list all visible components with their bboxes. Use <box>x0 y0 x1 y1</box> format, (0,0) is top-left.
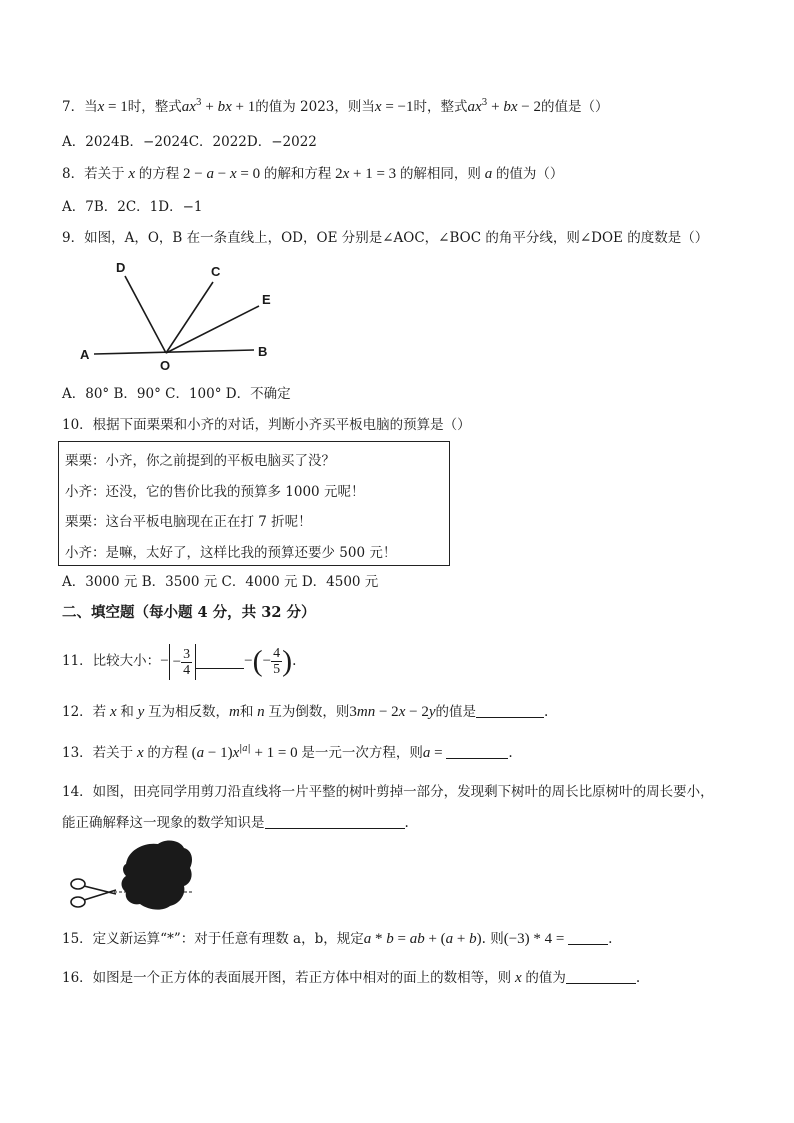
label-d: D <box>116 260 126 275</box>
q8-text-4: 的值为（） <box>495 166 564 182</box>
scissors-icon <box>71 879 116 907</box>
q7-text-4: 的值是（） <box>541 99 609 115</box>
dialog-line: 小齐：是嘛，太好了，这样比我的预算还要少 500 元！ <box>65 545 397 561</box>
q11-number: 11．比较大小： <box>62 653 161 669</box>
q16-text-1: 的值为 <box>525 970 566 986</box>
answer-blank[interactable] <box>265 814 405 829</box>
answer-blank[interactable] <box>196 654 244 669</box>
dialog-line: 栗栗：这台平板电脑现在正在打 7 折呢！ <box>65 514 312 530</box>
question-14-line-2 <box>62 813 409 833</box>
q12-end: . <box>544 704 549 720</box>
question-7: 7．当x = 1时，整式$ax^3$ + bx + 1的值为 2023，则当x = −1时，整式$ax^3$ + bx − 2的值是（） <box>62 98 609 115</box>
question-10: 10．根据下面栗栗和小齐的对话，判断小齐买平板电脑的预算是（） <box>62 417 471 433</box>
q8-number: 8．若关于 <box>62 166 125 182</box>
question-14-line-1: 14．如图，田亮同学用剪刀沿直线将一片平整的树叶剪掉一部分，发现剩下树叶的周长比原树叶的周长要小， <box>62 784 714 800</box>
q10-options: A．3000 元 B．3500 元 C．4000 元 D．4500 元 <box>62 574 379 590</box>
q15-end: . <box>608 931 613 947</box>
q14-leaf-scissors-figure <box>66 836 200 914</box>
q7-options: A．2024B．−2024C．2022D．−2022 <box>62 134 317 150</box>
q8-text-3: 的解相同，则 <box>399 166 481 182</box>
answer-blank[interactable] <box>566 969 636 984</box>
q7-text-3: 时，整式 <box>413 99 468 115</box>
q12-text-1: 和 <box>120 704 134 720</box>
ray-od <box>125 276 166 353</box>
question-8: 8．若关于 x 的方程 2 − a − x = 0 的解和方程 2x + 1 = 3 的解相同，则 a 的值为（） <box>62 166 564 182</box>
q12-text-3: 和 <box>239 704 254 720</box>
q12-text-2: 互为相反数， <box>148 704 230 720</box>
q16-end: . <box>635 970 641 986</box>
q12-number: 12．若 <box>62 704 107 720</box>
q9-options: A．80° B．90° C．100° D．不确定 <box>62 386 291 402</box>
label-o: O <box>160 358 171 373</box>
q10-dialog-box <box>58 441 450 566</box>
leaf-icon <box>122 841 193 910</box>
q16-text: 16．如图是一个正方体的表面展开图，若正方体中相对的面上的数相等，则 <box>62 970 512 986</box>
section-heading: 二、填空题（每小题 4 分，共 32 分） <box>62 604 316 621</box>
label-c: C <box>211 264 221 279</box>
q13-end: . <box>508 745 513 761</box>
q15-number: 15．定义新运算“*”：对于任意有理数 a，b，规定 <box>62 931 364 947</box>
dialog-line: 小齐：还没，它的售价比我的预算多 1000 元呢！ <box>65 484 365 500</box>
q12-text-5: 的值是 <box>435 704 476 720</box>
q13-number: 13．若关于 <box>62 745 134 761</box>
q7-number: 7．当 <box>62 99 98 115</box>
q13-text-1: 的方程 <box>147 745 188 761</box>
label-a: A <box>80 347 90 362</box>
ray-oe <box>166 306 259 353</box>
q9-angle-figure <box>74 258 284 376</box>
q8-options: A．7B．2C．1D．−1 <box>62 199 203 215</box>
answer-blank[interactable] <box>476 703 544 718</box>
q13-text-2: 是一元一次方程，则 <box>301 745 423 761</box>
question-9: 9．如图，A，O，B 在一条直线上，OD，OE 分别是∠AOC，∠BOC 的角平分线，则∠DOE 的度数是（） <box>62 230 709 246</box>
answer-blank[interactable] <box>446 744 508 759</box>
question-13: 13．若关于 x 的方程 $(a - 1)x^{|a|} + 1 = 0$ 是一元一次方程，则a = . <box>62 744 513 761</box>
q12-text-4: 互为倒数，则 <box>268 704 350 720</box>
question-12: 12．若 x 和 y 互为相反数，m和 n 互为倒数，则3mn − 2x − 2y的值是 . <box>62 704 549 720</box>
line-ab <box>94 350 254 354</box>
label-b: B <box>258 344 268 359</box>
dialog-line: 栗栗：小齐，你之前提到的平板电脑买了没？ <box>65 453 335 469</box>
ray-oc <box>166 282 213 353</box>
answer-blank[interactable] <box>568 930 608 945</box>
question-15: 15．定义新运算“*”：对于任意有理数 a，b，规定a * b = ab + (a + b). 则(−3) * 4 = . <box>62 931 613 947</box>
q7-text-2: 的值为 2023，则当 <box>255 99 375 115</box>
question-16: 16．如图是一个正方体的表面展开图，若正方体中相对的面上的数相等，则 x 的值为 . <box>62 970 641 986</box>
q8-text-1: 的方程 <box>138 166 180 182</box>
q14-end: . <box>404 815 409 831</box>
q8-text-2: 的解和方程 <box>263 166 332 182</box>
q15-text-1: . 则 <box>481 931 504 947</box>
label-e: E <box>262 292 271 307</box>
q7-text-1: 时，整式 <box>127 99 182 115</box>
q11-end: . <box>292 653 297 669</box>
question-11: 11．比较大小：− − $\frac{3}{4}$ −(− $\frac{4}{5}$ ). <box>62 644 297 678</box>
q14-text: 能正确解释这一现象的数学知识是 <box>62 815 265 831</box>
